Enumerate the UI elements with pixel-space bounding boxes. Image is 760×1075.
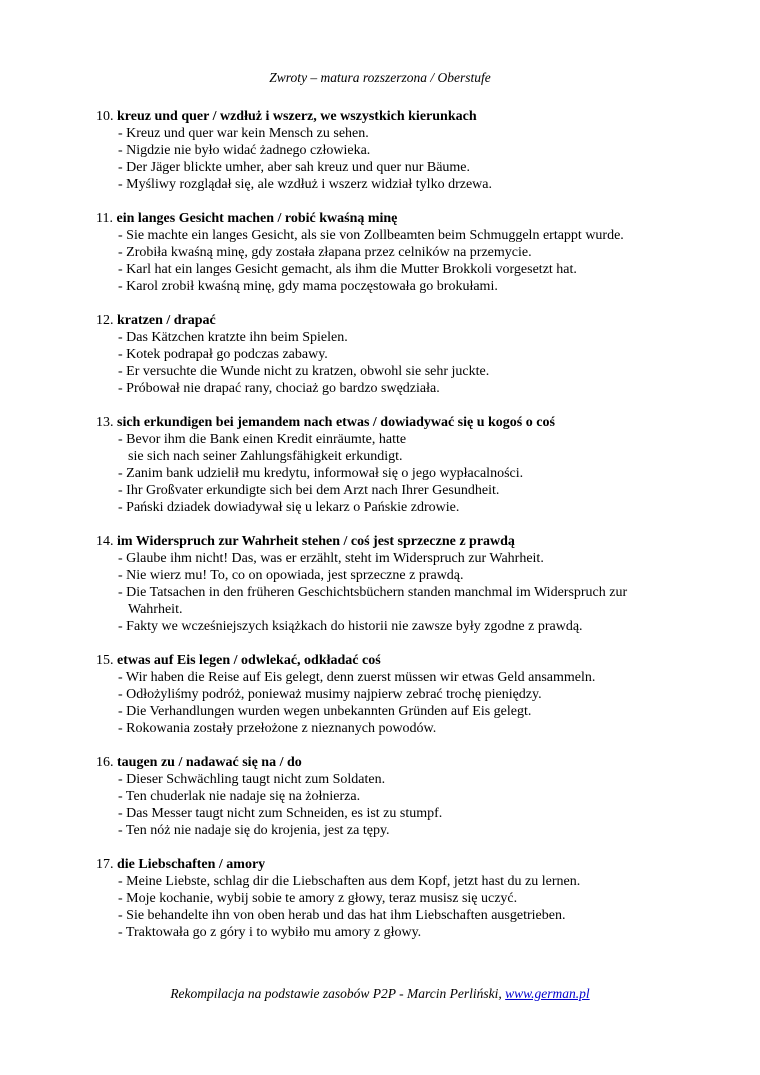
example-sentence: - Fakty we wcześniejszych książkach do historii nie zawsze były zgodne z prawdą.: [118, 619, 583, 634]
entry-heading: [96, 414, 736, 431]
example-sentence: - Próbował nie drapać rany, chociaż go bardzo swędziała.: [118, 381, 440, 396]
example-list: [96, 550, 736, 635]
example-sentence: - Karl hat ein langes Gesicht gemacht, als ihm die Mutter Brokkoli vorgesetzt hat.: [118, 262, 577, 277]
example-sentence: - Ten nóż nie nadaje się do krojenia, jest za tępy.: [118, 823, 390, 838]
phrase-list: [96, 108, 736, 958]
page-header: Zwroty – matura rozszerzona / Oberstufe: [269, 70, 491, 85]
example-sentence: - Dieser Schwächling taugt nicht zum Soldaten.: [118, 772, 386, 787]
entry-heading: [96, 652, 736, 669]
entry-phrase: ein langes Gesicht machen / robić kwaśną minę: [116, 211, 398, 226]
phrase-entry: [96, 754, 736, 839]
phrase-entry: [96, 312, 736, 397]
entry-number: 11.: [96, 211, 113, 226]
page-footer: [0, 986, 760, 1002]
example-sentence: - Zanim bank udzielił mu kredytu, informował się o jego wypłacalności.: [118, 466, 524, 481]
example-sentence: - Wir haben die Reise auf Eis gelegt, denn zuerst müssen wir etwas Geld ansammeln.: [118, 670, 596, 685]
example-sentence: - Nie wierz mu! To, co on opowiada, jest sprzeczne z prawdą.: [118, 568, 464, 583]
footer-website-link[interactable]: www.german.pl: [505, 986, 590, 1001]
example-sentence: - Der Jäger blickte umher, aber sah kreuz und quer nur Bäume.: [118, 160, 471, 175]
phrase-entry: [96, 652, 736, 737]
phrase-entry: [96, 210, 736, 295]
entry-phrase: sich erkundigen bei jemandem nach etwas / dowiadywać się u kogoś o coś: [117, 415, 555, 430]
example-sentence: - Die Tatsachen in den früheren Geschichtsbüchern standen manchmal im Widerspruch zur Wahrheit.: [118, 585, 628, 617]
example-sentence: - Rokowania zostały przełożone z nieznanych powodów.: [118, 721, 437, 736]
entry-number: 16.: [96, 755, 114, 770]
phrase-entry: [96, 108, 736, 193]
example-sentence: - Sie machte ein langes Gesicht, als sie von Zollbeamten beim Schmuggeln ertappt wurde.: [118, 228, 624, 243]
entry-heading: [96, 856, 736, 873]
phrase-entry: [96, 533, 736, 635]
example-sentence: - Karol zrobił kwaśną minę, gdy mama poczęstowała go brokułami.: [118, 279, 498, 294]
example-list: [96, 771, 736, 839]
entry-heading: [96, 108, 736, 125]
example-sentence: - Moje kochanie, wybij sobie te amory z głowy, teraz musisz się uczyć.: [118, 891, 518, 906]
example-sentence: - Kreuz und quer war kein Mensch zu sehen.: [118, 126, 369, 141]
example-sentence: - Pański dziadek dowiadywał się u lekarz o Pańskie zdrowie.: [118, 500, 460, 515]
phrase-entry: [96, 856, 736, 941]
entry-number: 17.: [96, 857, 114, 872]
footer-credit: Rekompilacja na podstawie zasobów P2P - Marcin Perliński,: [170, 986, 506, 1001]
entry-phrase: etwas auf Eis legen / odwlekać, odkładać coś: [117, 653, 381, 668]
entry-number: 14.: [96, 534, 114, 549]
example-sentence: - Zrobiła kwaśną minę, gdy została złapana przez celników na przemycie.: [118, 245, 532, 260]
entry-heading: [96, 754, 736, 771]
entry-number: 13.: [96, 415, 114, 430]
entry-heading: [96, 210, 736, 227]
example-sentence: - Odłożyliśmy podróż, ponieważ musimy najpierw zebrać trochę pieniędzy.: [118, 687, 542, 702]
example-sentence: - Die Verhandlungen wurden wegen unbekannten Gründen auf Eis gelegt.: [118, 704, 532, 719]
example-sentence: - Traktowała go z góry i to wybiło mu amory z głowy.: [118, 925, 422, 940]
entry-heading: [96, 533, 736, 550]
entry-phrase: die Liebschaften / amory: [117, 857, 266, 872]
entry-heading: [96, 312, 736, 329]
entry-number: 12.: [96, 313, 114, 328]
entry-number: 10.: [96, 109, 114, 124]
example-sentence: - Meine Liebste, schlag dir die Liebschaften aus dem Kopf, jetzt hast du zu lernen.: [118, 874, 581, 889]
example-list: [96, 431, 736, 516]
example-sentence: - Ten chuderlak nie nadaje się na żołnierza.: [118, 789, 361, 804]
entry-phrase: im Widerspruch zur Wahrheit stehen / coś jest sprzeczne z prawdą: [117, 534, 515, 549]
example-sentence: - Das Kätzchen kratzte ihn beim Spielen.: [118, 330, 348, 345]
example-sentence: - Glaube ihm nicht! Das, was er erzählt, steht im Widerspruch zur Wahrheit.: [118, 551, 544, 566]
example-list: [96, 873, 736, 941]
example-list: [96, 125, 736, 193]
example-list: [96, 227, 736, 295]
entry-phrase: taugen zu / nadawać się na / do: [117, 755, 302, 770]
example-sentence: - Nigdzie nie było widać żadnego człowieka.: [118, 143, 371, 158]
example-list: [96, 669, 736, 737]
example-sentence: - Er versuchte die Wunde nicht zu kratzen, obwohl sie sehr juckte.: [118, 364, 490, 379]
entry-phrase: kratzen / drapać: [117, 313, 216, 328]
example-sentence: - Bevor ihm die Bank einen Kredit einräumte, hatte sie sich nach seiner Zahlungsfähigkeit erkundigt.: [118, 432, 407, 464]
example-sentence: - Kotek podrapał go podczas zabawy.: [118, 347, 328, 362]
phrase-entry: [96, 414, 736, 516]
example-list: [96, 329, 736, 397]
example-sentence: - Ihr Großvater erkundigte sich bei dem Arzt nach Ihrer Gesundheit.: [118, 483, 500, 498]
example-sentence: - Sie behandelte ihn von oben herab und das hat ihm Liebschaften ausgetrieben.: [118, 908, 566, 923]
example-sentence: - Das Messer taugt nicht zum Schneiden, es ist zu stumpf.: [118, 806, 443, 821]
entry-phrase: kreuz und quer / wzdłuż i wszerz, we wszystkich kierunkach: [117, 109, 477, 124]
example-sentence: - Myśliwy rozglądał się, ale wzdłuż i wszerz widział tylko drzewa.: [118, 177, 492, 192]
entry-number: 15.: [96, 653, 114, 668]
